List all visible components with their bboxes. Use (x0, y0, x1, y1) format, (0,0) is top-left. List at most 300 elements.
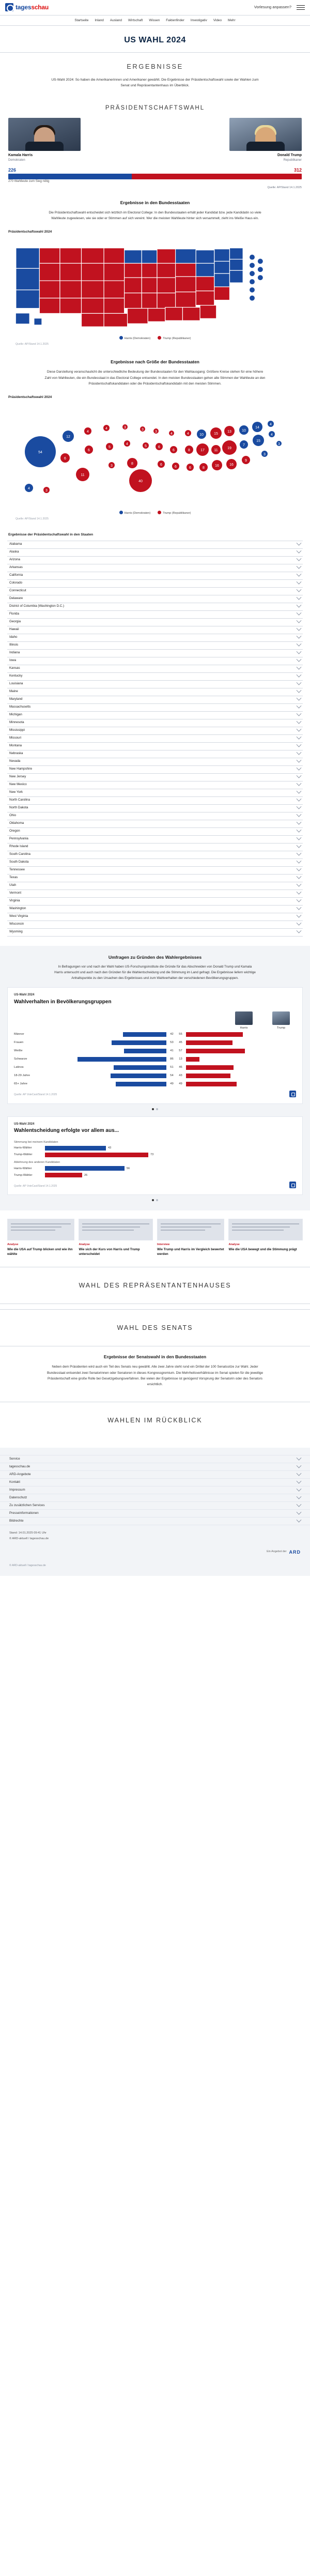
chevron-down-icon (297, 1479, 302, 1484)
svg-text:12: 12 (66, 435, 70, 439)
chevron-down-icon (297, 796, 302, 802)
chevron-down-icon (297, 634, 302, 639)
svg-text:15: 15 (256, 439, 260, 443)
state-row-12[interactable] (7, 634, 303, 642)
electoral-bar (8, 174, 302, 179)
poll1-legend-trump (269, 1011, 293, 1030)
svg-text:4: 4 (187, 432, 189, 436)
poll2-g1-cat-1: Trump-Wähler (14, 1173, 33, 1177)
state-label-2: Arizona (9, 558, 20, 562)
intro-section (0, 53, 310, 97)
top-bar (0, 0, 310, 16)
intro-heading: ERGEBNISSE (127, 63, 183, 71)
share-icon[interactable] (289, 1182, 296, 1188)
chevron-down-icon (297, 734, 302, 740)
chevron-down-icon (297, 587, 302, 592)
poll1-legend (14, 1011, 296, 1030)
nav-item-7[interactable]: Video (213, 18, 222, 22)
senate-explainer (0, 1346, 310, 1397)
state-row-37[interactable] (7, 828, 303, 836)
bubblemap-box (0, 402, 310, 527)
poll2-g0-r1 (14, 1153, 296, 1157)
chevron-down-icon (297, 1463, 302, 1468)
footer-row-0[interactable] (0, 1455, 310, 1463)
poll1-cat-5: 18-29 Jahre (14, 1074, 30, 1077)
state-label-3: Arkansas (9, 565, 23, 570)
chevron-down-icon (297, 1494, 302, 1499)
svg-text:4: 4 (87, 430, 89, 434)
svg-text:6: 6 (160, 463, 162, 467)
state-row-16[interactable] (7, 665, 303, 673)
state-row-29[interactable] (7, 766, 303, 774)
reading-settings-label[interactable]: Vorlesung anpassen? (254, 5, 291, 10)
electoral-source: Quelle: AP/Stand 14.1.2025 (267, 186, 302, 189)
state-label-22: Michigan (9, 713, 22, 717)
footer-row-3[interactable] (0, 1479, 310, 1486)
teaser-0-thumb (7, 1219, 74, 1240)
chevron-down-icon (297, 921, 302, 926)
poll2-group-1-label: Ablehnung des anderen Kandidaten (14, 1160, 60, 1164)
tagesschau-logo[interactable] (5, 3, 49, 12)
chevron-down-icon (297, 897, 302, 902)
poll1-trump-6: 49 (179, 1082, 182, 1085)
poll1-trump-0: 55 (179, 1032, 182, 1036)
polls-heading: Umfragen zu Gründen des Wahlergebnisses (108, 954, 202, 960)
chevron-down-icon (297, 820, 302, 825)
chevron-down-icon (297, 579, 302, 585)
state-row-3[interactable] (7, 564, 303, 572)
logo-mark-icon (5, 3, 13, 11)
state-label-0: Alabama (9, 542, 22, 546)
state-row-47[interactable] (7, 906, 303, 913)
poll1-harris-6: 49 (170, 1082, 174, 1085)
chevron-down-icon (297, 890, 302, 895)
teaser-3[interactable] (228, 1219, 303, 1256)
footer-label-3: Kontakt (9, 1480, 20, 1484)
state-row-2[interactable] (7, 557, 303, 564)
state-row-49[interactable] (7, 921, 303, 929)
footer-row-2[interactable] (0, 1471, 310, 1479)
candidate-trump-name: Donald Trump (277, 154, 302, 158)
state-label-20: Maryland (9, 697, 23, 701)
state-row-50[interactable] (7, 929, 303, 937)
harris-thumb (235, 1011, 253, 1025)
state-row-5[interactable] (7, 580, 303, 588)
footer-row-1[interactable] (0, 1463, 310, 1471)
nav-item-2[interactable]: Ausland (110, 18, 122, 22)
teaser-3-thumb (228, 1219, 303, 1240)
state-label-5: Colorado (9, 581, 23, 585)
candidate-row (0, 118, 310, 163)
chevron-down-icon (297, 595, 302, 600)
chevron-down-icon (297, 703, 302, 709)
state-row-0[interactable] (7, 541, 303, 549)
choropleth-source: Quelle: AP/Stand 14.1.2025 (16, 342, 49, 346)
chevron-down-icon (297, 603, 302, 608)
choropleth-map[interactable] (7, 237, 303, 334)
state-row-44[interactable] (7, 882, 303, 890)
state-row-10[interactable] (7, 619, 303, 626)
state-label-1: Alaska (9, 550, 19, 554)
state-label-30: New Jersey (9, 775, 26, 779)
poll1-harris-2: 41 (170, 1049, 174, 1052)
footer-meta-1: © ARD-aktuell / tagesschau.de (9, 1537, 49, 1540)
state-label-42: Tennessee (9, 868, 25, 872)
house-section-title: WAHL DES REPRÄSENTANTENHAUSES (0, 1267, 310, 1304)
state-label-39: Rhode Island (9, 845, 28, 849)
chevron-down-icon (297, 696, 302, 701)
state-row-23[interactable] (7, 719, 303, 727)
states-accordion (7, 541, 303, 937)
state-row-31[interactable] (7, 781, 303, 789)
legend-harris: Harris (Demokraten) (119, 336, 151, 341)
poll2-g0-cat-1: Trump-Wähler (14, 1153, 33, 1157)
chevron-down-icon (297, 1455, 302, 1461)
chevron-down-icon (297, 928, 302, 933)
state-row-22[interactable] (7, 712, 303, 719)
teaser-2-kicker: Interview (157, 1243, 170, 1247)
state-row-4[interactable] (7, 572, 303, 580)
chevron-down-icon (297, 711, 302, 716)
state-label-37: Oregon (9, 829, 20, 833)
footer-meta (0, 1525, 310, 1543)
chevron-down-icon (297, 905, 302, 910)
nav-item-5[interactable]: Faktenfinder (166, 18, 184, 22)
state-row-43[interactable] (7, 875, 303, 882)
state-label-25: Missouri (9, 736, 22, 740)
chevron-down-icon (297, 866, 302, 871)
poll1-trump-3: 13 (179, 1057, 182, 1061)
poll1-row-3 (14, 1057, 296, 1062)
legend-trump: Trump (Republikaner) (158, 336, 191, 341)
state-label-23: Minnesota (9, 720, 24, 725)
state-label-19: Maine (9, 689, 18, 694)
chevron-down-icon (297, 541, 302, 546)
state-row-26[interactable] (7, 743, 303, 750)
footer-row-5[interactable] (0, 1494, 310, 1502)
chevron-down-icon (297, 765, 302, 771)
chevron-down-icon (297, 680, 302, 685)
footer-label-6: Zu zusätzlichen Services (9, 1503, 45, 1507)
chevron-down-icon (297, 688, 302, 693)
state-row-13[interactable] (7, 642, 303, 650)
poll2-g1-r1 (14, 1173, 296, 1177)
states-explainer (0, 192, 310, 225)
chevron-down-icon (297, 1517, 302, 1523)
footer-brand-label: Ein Angebot der (267, 1550, 287, 1554)
candidate-harris-name: Kamala Harris (8, 154, 33, 158)
chevron-down-icon (297, 641, 302, 647)
svg-text:8: 8 (188, 448, 190, 452)
state-label-27: Nebraska (9, 752, 23, 756)
svg-text:40: 40 (138, 479, 143, 483)
poll1-row-4 (14, 1065, 296, 1070)
state-label-40: South Carolina (9, 852, 30, 856)
chevron-down-icon (297, 657, 302, 662)
poll2-g0-val-1: 73 (150, 1153, 154, 1157)
poll1-cat-2: Weiße (14, 1049, 23, 1052)
teaser-0[interactable] (7, 1219, 74, 1256)
chevron-down-icon (297, 1471, 302, 1476)
svg-text:6: 6 (64, 456, 66, 461)
state-row-25[interactable] (7, 735, 303, 743)
svg-text:3: 3 (111, 464, 113, 468)
state-label-9: Florida (9, 612, 19, 616)
chevron-down-icon (297, 672, 302, 678)
state-row-45[interactable] (7, 890, 303, 898)
main-nav[interactable] (0, 16, 310, 26)
senate-explainer-heading: Ergebnisse der Senatswahl in den Bundesstaaten (103, 1354, 207, 1360)
chevron-down-icon (297, 827, 302, 833)
svg-text:3: 3 (278, 442, 280, 446)
svg-text:4: 4 (28, 486, 30, 490)
chevron-down-icon (297, 564, 302, 569)
chevron-down-icon (297, 758, 302, 763)
chevron-down-icon (297, 742, 302, 747)
chevron-down-icon (297, 789, 302, 794)
nav-item-0[interactable]: Startseite (74, 18, 89, 22)
page-title: US WAHL 2024 (124, 36, 186, 44)
page-title-band (0, 26, 310, 53)
poll1-legend-trump-label: Trump (277, 1026, 285, 1030)
state-row-32[interactable] (7, 789, 303, 797)
svg-text:15: 15 (214, 432, 218, 436)
state-row-14[interactable] (7, 650, 303, 657)
state-label-48: West Virginia (9, 914, 28, 918)
svg-text:8: 8 (203, 466, 205, 470)
state-row-20[interactable] (7, 696, 303, 704)
state-label-34: North Dakota (9, 806, 28, 810)
state-row-18[interactable] (7, 681, 303, 688)
bubblemap-source: Quelle: AP/Stand 14.1.2025 (16, 517, 49, 520)
poll1-row-2 (14, 1049, 296, 1053)
nav-item-4[interactable]: Wissen (149, 18, 160, 22)
ard-logo: ARD (289, 1549, 301, 1555)
bubblemap-svg (7, 402, 303, 509)
svg-text:14: 14 (255, 425, 259, 430)
chevron-down-icon (297, 610, 302, 616)
state-label-32: New York (9, 790, 23, 794)
states-explainer-heading: Ergebnisse in den Bundesstaaten (120, 200, 190, 205)
bubblemap-legend (7, 509, 303, 516)
state-row-46[interactable] (7, 898, 303, 906)
footer-row-8[interactable] (0, 1517, 310, 1525)
state-row-35[interactable] (7, 812, 303, 820)
svg-text:5: 5 (145, 444, 147, 448)
poll1-cat-6: 65+ Jahre (14, 1082, 27, 1085)
state-row-39[interactable] (7, 844, 303, 851)
svg-text:3: 3 (264, 452, 266, 456)
nav-item-6[interactable]: Investigativ (190, 18, 207, 22)
state-row-7[interactable] (7, 595, 303, 603)
state-row-8[interactable] (7, 603, 303, 611)
svg-text:5: 5 (109, 445, 111, 449)
carousel-dots-1[interactable] (0, 1108, 310, 1110)
teaser-0-kicker: Analyse (7, 1243, 19, 1247)
state-label-17: Kentucky (9, 674, 23, 678)
choropleth-svg (7, 237, 303, 334)
electoral-bar-labels (8, 179, 302, 184)
state-row-41[interactable] (7, 859, 303, 867)
state-row-34[interactable] (7, 805, 303, 812)
footer-row-4[interactable] (0, 1486, 310, 1494)
logo-text-b: schau (31, 3, 49, 11)
choropleth-title: Präsidentschaftswahl 2024 (8, 230, 52, 234)
state-row-48[interactable] (7, 913, 303, 921)
state-label-6: Connecticut (9, 589, 26, 593)
chevron-down-icon (297, 1502, 302, 1507)
footer-label-8: Bildrechte (9, 1519, 24, 1523)
state-row-40[interactable] (7, 851, 303, 859)
chevron-down-icon (297, 665, 302, 670)
teaser-1[interactable] (79, 1219, 153, 1256)
chevron-down-icon (297, 548, 302, 554)
svg-text:10: 10 (199, 433, 204, 437)
state-label-29: New Hampshire (9, 767, 33, 771)
state-row-9[interactable] (7, 611, 303, 619)
state-label-8: District of Columbia (Washington D.C.) (9, 604, 65, 608)
bubblemap[interactable] (7, 402, 303, 509)
teaser-row-1 (0, 1210, 310, 1262)
state-label-14: Indiana (9, 651, 20, 655)
state-label-24: Mississippi (9, 728, 25, 732)
bubble-legend-harris: Harris (Demokraten) (119, 511, 151, 515)
state-row-28[interactable] (7, 758, 303, 766)
state-label-11: Hawaii (9, 627, 19, 632)
share-icon[interactable] (289, 1091, 296, 1097)
state-label-46: Virginia (9, 899, 20, 903)
candidate-trump-photo (229, 118, 302, 151)
menu-icon[interactable] (297, 5, 305, 10)
trump-electoral-votes: 312 (293, 167, 302, 173)
electoral-bar-wrap (0, 163, 310, 184)
svg-text:10: 10 (242, 428, 246, 433)
chevron-down-icon (297, 649, 302, 654)
state-label-35: Ohio (9, 814, 17, 818)
state-row-30[interactable] (7, 774, 303, 781)
state-label-33: North Carolina (9, 798, 30, 802)
footer-row-7[interactable] (0, 1510, 310, 1517)
svg-text:6: 6 (88, 448, 90, 452)
footer-list (0, 1455, 310, 1525)
state-label-38: Pennsylvania (9, 837, 28, 841)
state-label-43: Texas (9, 876, 18, 880)
poll2-source: Quelle: AP VoteCast/Stand 14.1.2025 (14, 1184, 57, 1188)
state-row-15[interactable] (7, 657, 303, 665)
state-row-36[interactable] (7, 820, 303, 828)
svg-text:11: 11 (214, 448, 218, 452)
svg-text:4: 4 (270, 422, 272, 426)
chevron-down-icon (297, 618, 302, 623)
svg-text:6: 6 (158, 445, 160, 449)
footer-meta-0: Stand: 14.01.2025 09:41 Uhr (9, 1531, 47, 1535)
state-row-21[interactable] (7, 704, 303, 712)
presidential-section (0, 97, 310, 192)
teaser-2-thumb (157, 1219, 224, 1240)
chevron-down-icon (297, 874, 302, 879)
candidate-trump-party: Republikaner (283, 159, 302, 162)
state-label-45: Vermont (9, 891, 22, 895)
state-label-50: Wyoming (9, 930, 23, 934)
state-label-18: Louisiana (9, 682, 23, 686)
svg-text:6: 6 (173, 448, 175, 452)
poll2-title: Wahlentscheidung erfolgte vor allem aus... (14, 1128, 119, 1134)
state-row-27[interactable] (7, 750, 303, 758)
teaser-2[interactable] (157, 1219, 224, 1256)
poll1-foot (14, 1091, 296, 1097)
footer-label-1: tagesschau.de (9, 1464, 30, 1468)
teaser-1-title: Wie sich der Kurs von Harris und Trump unterscheidet (79, 1248, 140, 1256)
state-row-33[interactable] (7, 797, 303, 805)
poll-card-reasons (7, 1116, 303, 1195)
chevron-down-icon (297, 1486, 302, 1492)
poll1-eyebrow: US-Wahl 2024 (14, 993, 35, 997)
size-explainer (0, 351, 310, 390)
chevron-down-icon (297, 773, 302, 778)
svg-text:3: 3 (155, 430, 157, 434)
nav-item-1[interactable]: Inland (95, 18, 104, 22)
poll1-cat-3: Schwarze (14, 1057, 27, 1061)
poll1-source: Quelle: AP VoteCast/Stand 14.1.2025 (14, 1093, 57, 1097)
footer-row-6[interactable] (0, 1502, 310, 1510)
chevron-down-icon (297, 858, 302, 864)
state-row-19[interactable] (7, 688, 303, 696)
state-row-6[interactable] (7, 588, 303, 595)
poll2-g0-cat-0: Harris-Wähler (14, 1146, 32, 1150)
state-label-7: Delaware (9, 596, 23, 601)
svg-text:9: 9 (245, 458, 247, 463)
states-explainer-text: Die Präsidentschaftswahl entscheidet sich letztlich im Electoral College: In den Bundesstaaten erhält jeder Kandidat bzw. jede Kandidatin so viele Wahlleute zugewiesen, wie sie oder er Stimmen auf sich vereint. Wer die meisten Wahlleute hinter sich versammelt, zieht ins Weiße Haus ein. (49, 210, 261, 220)
poll1-cat-0: Männer (14, 1032, 24, 1036)
state-row-17[interactable] (7, 673, 303, 681)
intro-text: US-Wahl 2024: So haben die Amerikanerinnen und Amerikaner gewählt. Die Ergebnisse der Präsidentschaftswahl sowie der Wahlen zum Senat und Repräsentantenhaus im Überblick. (51, 78, 259, 88)
svg-text:3: 3 (45, 488, 48, 493)
footer-label-5: Datenschutz (9, 1495, 27, 1499)
retrospective-section-title: WAHLEN IM RÜCKBLICK (0, 1402, 310, 1438)
poll1-trump-2: 57 (179, 1049, 182, 1052)
svg-text:4: 4 (271, 433, 273, 437)
state-row-38[interactable] (7, 836, 303, 844)
chevron-down-icon (297, 835, 302, 840)
poll2-g1-cat-0: Harris-Wähler (14, 1167, 32, 1170)
state-row-24[interactable] (7, 727, 303, 735)
teaser-1-thumb (79, 1219, 153, 1240)
poll2-group-0-label: Stimmung bei meinem Kandidaten (14, 1140, 58, 1144)
svg-text:11: 11 (81, 473, 85, 477)
svg-text:8: 8 (131, 462, 133, 466)
states-list-heading: Ergebnisse der Präsidentschaftswahl in den Staaten (8, 533, 94, 537)
chevron-down-icon (297, 727, 302, 732)
svg-text:4: 4 (126, 442, 128, 446)
size-explainer-heading: Ergebnisse nach Größe der Bundesstaaten (111, 359, 199, 365)
svg-text:6: 6 (175, 465, 177, 469)
state-row-1[interactable] (7, 549, 303, 557)
carousel-dots-2[interactable] (0, 1199, 310, 1201)
nav-item-3[interactable]: Wirtschaft (128, 18, 143, 22)
poll2-g1-val-1: 26 (84, 1173, 88, 1177)
state-row-42[interactable] (7, 867, 303, 875)
nav-item-8[interactable]: Mehr (228, 18, 236, 22)
state-label-4: California (9, 573, 23, 577)
svg-text:3: 3 (124, 425, 126, 430)
poll1-legend-harris-label: Harris (240, 1026, 248, 1030)
teaser-3-title: Wie die USA bewegt und die Stimmung prägt (228, 1248, 297, 1252)
presidential-heading: PRÄSIDENTSCHAFTSWAHL (105, 105, 205, 112)
state-row-11[interactable] (7, 626, 303, 634)
footer-copyright: © ARD-aktuell / tagesschau.de (9, 1563, 46, 1567)
poll2-g1-val-0: 56 (127, 1167, 130, 1170)
svg-text:4: 4 (105, 426, 107, 431)
